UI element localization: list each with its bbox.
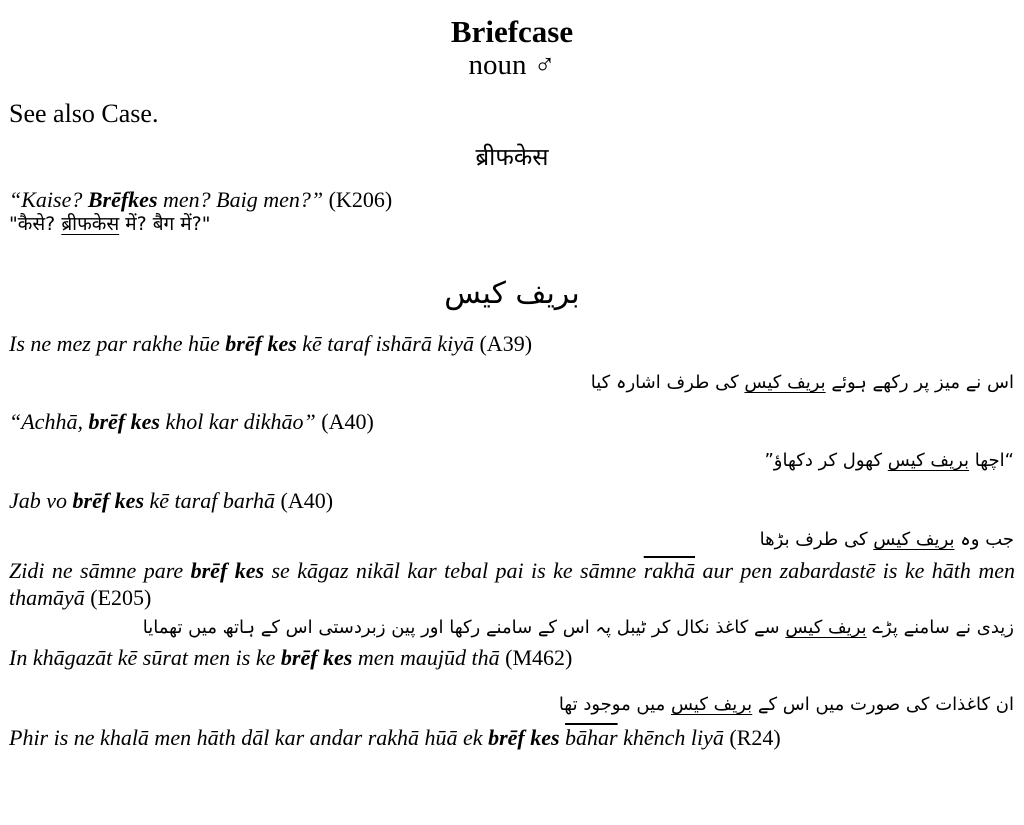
- roman-term: brēf kes: [88, 409, 160, 434]
- hindi-example-roman: [9, 186, 392, 213]
- roman-text: se kāgaz nikāl kar tebal pai is ke sāmne: [264, 558, 644, 583]
- urdu-text: میں موجود تھا: [558, 694, 671, 715]
- urdu-example-script-2: [764, 446, 1014, 476]
- urdu-term: بریف کیس: [873, 529, 955, 550]
- urdu-term: بریف کیس: [785, 617, 867, 638]
- urdu-example-script-4: [143, 613, 1014, 643]
- roman-text: men maujūd thā: [352, 645, 500, 670]
- urdu-text: کی طرف اشارہ کیا: [590, 372, 745, 393]
- roman-text: “Kaise?: [9, 187, 88, 212]
- roman-term: Brēfkes: [87, 187, 158, 212]
- roman-text: khēnch liyā: [617, 725, 724, 750]
- source-ref: (A39): [473, 331, 533, 356]
- roman-text: bāhar: [565, 725, 618, 750]
- urdu-example-script-3: [760, 525, 1014, 555]
- see-also-note: See also Case.: [9, 99, 159, 128]
- roman-text: Zidi ne sāmne pare: [9, 558, 191, 583]
- urdu-text: کھول کر دکھاؤ”: [764, 450, 888, 471]
- urdu-example-script-1: [591, 368, 1014, 398]
- urdu-text: “اچھا: [969, 450, 1014, 471]
- urdu-text: زیدی نے سامنے پڑے: [866, 617, 1014, 638]
- urdu-term: بریف کیس: [887, 450, 970, 471]
- urdu-example-roman-1: [9, 330, 532, 357]
- urdu-example-roman-5: [9, 644, 572, 671]
- roman-term: brēf kes: [225, 331, 297, 356]
- roman-term: brēf kes: [72, 488, 145, 513]
- roman-term: brēf kes: [488, 725, 560, 750]
- urdu-text: سے کاغذ نکال کر ٹیبل پہ اس کے سامنے رکھا اور پین زبردستی اس کے ہاتھ میں تھمایا: [142, 617, 786, 638]
- roman-text: rakhā: [643, 558, 696, 583]
- roman-text: Is ne mez par rakhe hūe: [9, 331, 226, 356]
- roman-text: khol kar dikhāo”: [159, 409, 316, 434]
- urdu-example-roman-4: [9, 557, 1015, 611]
- part-of-speech: noun ♂: [468, 49, 556, 81]
- deva-term: ब्रीफकेस: [61, 213, 120, 235]
- urdu-text: اس نے میز پر رکھے ہوئے: [825, 372, 1014, 393]
- deva-text: "कैसे?: [9, 213, 62, 235]
- urdu-heading: بریف کیس: [444, 276, 580, 311]
- roman-text: men? Baig men?”: [157, 187, 324, 212]
- roman-text: aur pen zabardastē is ke hāth men thamāyā: [9, 558, 1015, 610]
- hindi-example-devanagari: [9, 211, 210, 237]
- roman-term: brēf kes: [190, 558, 265, 583]
- source-ref: (M462): [499, 645, 573, 670]
- urdu-text: کی طرف بڑھا: [759, 529, 874, 550]
- headword: Briefcase: [450, 14, 574, 49]
- source-ref: (E205): [84, 585, 152, 610]
- urdu-example-roman-3: [9, 487, 333, 514]
- urdu-term: بریف کیس: [744, 372, 826, 393]
- roman-text: Phir is ne khalā men hāth dāl kar andar rakhā hūā ek: [9, 725, 489, 750]
- urdu-example-roman-2: [9, 408, 374, 435]
- roman-term: brēf kes: [280, 645, 353, 670]
- roman-text: Jab vo: [9, 488, 73, 513]
- source-ref: (A40): [275, 488, 334, 513]
- roman-text: kē taraf ishārā kiyā: [296, 331, 474, 356]
- urdu-example-script-5: [559, 690, 1014, 720]
- deva-text: में? बैग में?": [119, 213, 211, 235]
- roman-text: In khāgazāt kē sūrat men is ke: [9, 645, 281, 670]
- urdu-text: ان کاغذات کی صورت میں اس کے: [752, 694, 1014, 715]
- source-ref: (K206): [323, 187, 393, 212]
- urdu-term: بریف کیس: [670, 694, 753, 715]
- roman-text: kē taraf barhā: [144, 488, 275, 513]
- roman-text: “Achhā,: [9, 409, 89, 434]
- urdu-text: جب وہ: [954, 529, 1014, 550]
- source-ref: (A40): [315, 409, 374, 434]
- urdu-example-roman-6: [9, 724, 781, 751]
- source-ref: (R24): [723, 725, 781, 750]
- hindi-heading: ब्रीफकेस: [475, 143, 549, 171]
